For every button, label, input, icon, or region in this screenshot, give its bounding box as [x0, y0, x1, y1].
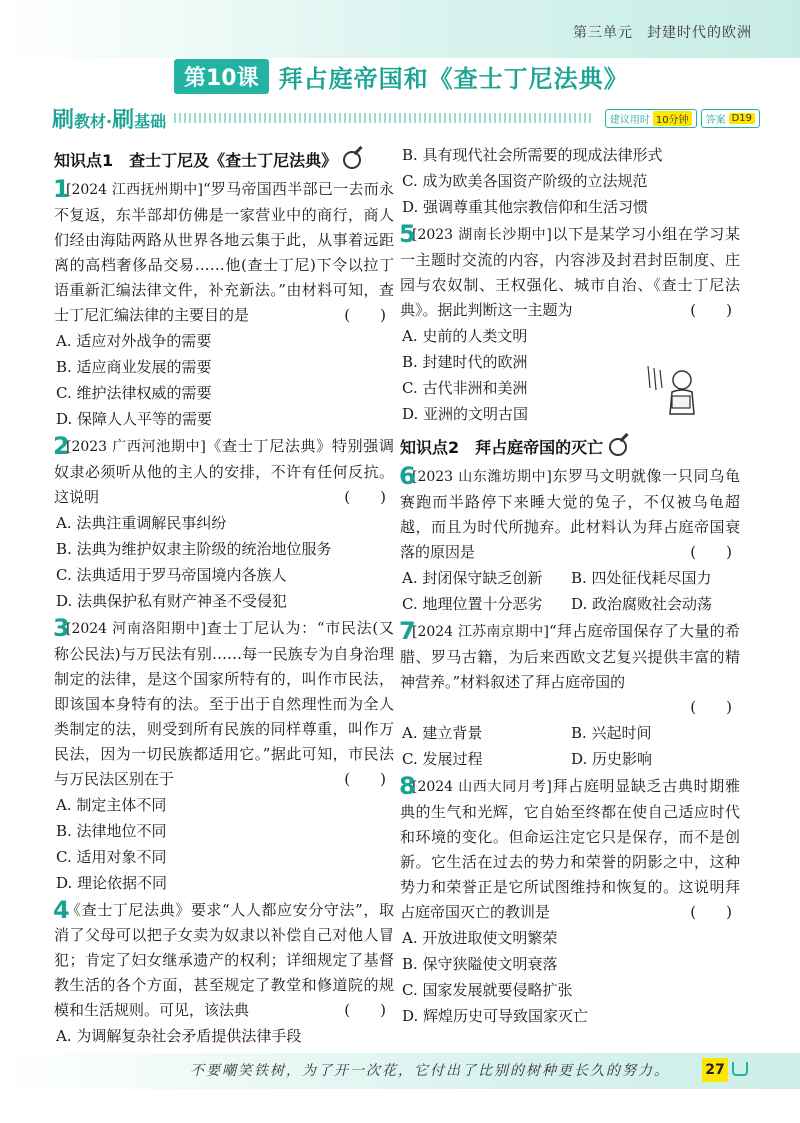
page-number: 27	[702, 1058, 728, 1082]
question-number: 5	[399, 220, 416, 248]
question-8: 8 [2024 山西大同月考]拜占庭明显缺乏古典时期雅典的生气和光辉，它自始至终都在使自己适应时代和环境的变化。但命运注定它只是保存，而不是创新。它生活在过去的势力和荣誉的阴影之中，这种势力和荣誉正是它所试图维持和恢复的。这说明拜占庭帝国灭亡的教训是 ( ) A. 开放进取使文明繁荣 B. 保守狭隘使文明衰落 C. 国家发展就要侵略扩张 D. 辉煌历史可导致国家灭亡	[400, 774, 740, 1029]
unit-number: 第三单元	[573, 25, 633, 41]
question-3: 3 [2024 河南洛阳期中]查士丁尼认为：“市民法(又称公民法)与万民法有别……每一民族专为自身治理制定的法律，是这个国家所特有的，叫作市民法，即该国本身特有的法。至于出于自然理性而为全人类制定的法，则受到所有民族的同样尊重，叫作万民法，因为一切民族都适用它。”据此可知，市民法与万民法区别在于 ( ) A. 制定主体不同 B. 法律地位不同 C. 适用对象不同 D. 理论依据不同	[54, 616, 394, 896]
answer-tag: 答案 D19	[701, 109, 760, 128]
knowledge-point-2: 知识点2 拜占庭帝国的灭亡	[400, 435, 740, 458]
knowledge-point-1: 知识点1 查士丁尼及《查士丁尼法典》	[54, 148, 394, 171]
option-a[interactable]: A. 开放进取使文明繁荣	[402, 929, 558, 947]
option-b[interactable]: B. 保守狭隘使文明衰落	[402, 955, 558, 973]
question-number: 2	[53, 432, 70, 460]
dashed-divider	[174, 113, 593, 123]
option-d[interactable]: D. 强调尊重其他宗教信仰和生活习惯	[402, 198, 649, 216]
question-5: 5 [2023 湖南长沙期中]以下是某学习小组在学习某一主题时交流的内容，内容涉及封君封臣制度、庄园与农奴制、王权强化、城市自治、《查士丁尼法典》。据此判断这一主题为 ( ) A. 史前的人类文明 B. 封建时代的欧洲 C. 古代非洲和美洲 D. 亚洲的文明古国	[400, 222, 740, 427]
option-d[interactable]: D. 政治腐败社会动荡	[571, 595, 713, 613]
lesson-name: 拜占庭帝国和《查士丁尼法典》	[278, 64, 629, 93]
footer-motto: 不要嘲笑铁树，为了开一次花，它付出了比别的树种更长久的努力。	[190, 1063, 670, 1079]
pen-icon	[343, 151, 361, 169]
option-a[interactable]: A. 建立背景	[402, 724, 483, 742]
left-column	[54, 140, 394, 1051]
option-d[interactable]: D. 法典保护私有财产神圣不受侵犯	[56, 592, 288, 610]
reading-doodle-icon	[642, 358, 704, 420]
option-b[interactable]: B. 法典为维护奴隶主阶级的统治地位服务	[56, 540, 332, 558]
option-a[interactable]: A. 制定主体不同	[56, 796, 167, 814]
question-7: 7 [2024 江苏南京期中]“拜占庭帝国保存了大量的希腊、罗马古籍，为后来西欧文艺复兴提供丰富的精神营养。”材料叙述了拜占庭帝国的 ( ) A. 建立背景 B. 兴起时间 C. 发展过程 D. 历史影响	[400, 619, 740, 772]
question-2: 2 [2023 广西河池期中]《查士丁尼法典》特别强调奴隶必须听从他的主人的安排，不许有任何反抗。这说明 ( ) A. 法典注重调解民事纠纷 B. 法典为维护奴隶主阶级的统治地位服务 C. 法典适用于罗马帝国境内各族人 D. 法典保护私有财产神圣不受侵犯	[54, 434, 394, 614]
option-a[interactable]: A. 为调解复杂社会矛盾提供法律手段	[56, 1027, 302, 1045]
basket-icon	[732, 1062, 748, 1076]
unit-topic: 封建时代的欧洲	[647, 25, 752, 41]
option-c[interactable]: C. 国家发展就要侵略扩张	[402, 981, 573, 999]
option-c[interactable]: C. 维护法律权威的需要	[56, 384, 212, 402]
option-c[interactable]: C. 成为欧美各国资产阶级的立法规范	[402, 172, 648, 190]
option-d[interactable]: D. 历史影响	[571, 750, 653, 768]
option-d[interactable]: D. 保障人人平等的需要	[56, 410, 213, 428]
right-column	[400, 142, 740, 1031]
question-4-continued	[400, 142, 740, 220]
option-b[interactable]: B. 四处征伐耗尽国力	[571, 569, 712, 587]
lesson-badge: 第10课	[174, 59, 269, 94]
option-b[interactable]: B. 具有现代社会所需要的现成法律形式	[402, 146, 663, 164]
question-4: 4 《查士丁尼法典》要求“人人都应安分守法”，取消了父母可以把子女卖为奴隶以补偿自己对他人冒犯；肯定了妇女继承遗产的权利；详细规定了基督教生活的各个方面，甚至规定了教堂和修道院的规模和生活规则。可见，该法典 ( ) A. 为调解复杂社会矛盾提供法律手段	[54, 898, 394, 1049]
option-b[interactable]: B. 兴起时间	[571, 724, 652, 742]
option-a[interactable]: A. 适应对外战争的需要	[56, 332, 212, 350]
option-c[interactable]: C. 古代非洲和美洲	[402, 379, 528, 397]
option-d[interactable]: D. 亚洲的文明古国	[402, 405, 529, 423]
time-tag: 建议用时 10分钟	[605, 109, 697, 128]
question-1: 1 [2024 江西抚州期中]“罗马帝国西半部已一去而永不复返，东半部却仿佛是一家营业中的商行，商人们经由海陆两路从世界各地云集于此，从事着远距离的高档奢侈品交易……他(查士丁尼)下令以拉丁语重新汇编法律文件，补充新法。”由材料可知，查士丁尼汇编法律的主要目的是 ( ) A. 适应对外战争的需要 B. 适应商业发展的需要 C. 维护法律权威的需要 D. 保障人人平等的需要	[54, 177, 394, 432]
option-c[interactable]: C. 地理位置十分恶劣	[402, 595, 543, 613]
option-c[interactable]: C. 发展过程	[402, 750, 483, 768]
question-number: 6	[399, 462, 416, 490]
option-b[interactable]: B. 封建时代的欧洲	[402, 353, 528, 371]
pen-icon	[609, 438, 627, 456]
unit-label	[573, 22, 752, 42]
question-number: 4	[53, 896, 70, 924]
option-d[interactable]: D. 理论依据不同	[56, 874, 168, 892]
question-number: 3	[53, 614, 70, 642]
option-b[interactable]: B. 法律地位不同	[56, 822, 167, 840]
option-a[interactable]: A. 法典注重调解民事纠纷	[56, 514, 227, 532]
option-b[interactable]: B. 适应商业发展的需要	[56, 358, 212, 376]
option-d[interactable]: D. 辉煌历史可导致国家灭亡	[402, 1007, 589, 1025]
question-number: 7	[399, 617, 416, 645]
option-a[interactable]: A. 史前的人类文明	[402, 327, 528, 345]
section-banner	[52, 104, 760, 132]
question-number: 8	[399, 772, 416, 800]
question-6: 6 [2023 山东潍坊期中]东罗马文明就像一只同乌龟赛跑而半路停下来睡大觉的兔子，不仅被乌龟超越，而且为时代所抛弃。此材料认为拜占庭帝国衰落的原因是 ( ) A. 封闭保守缺乏创新 B. 四处征伐耗尽国力 C. 地理位置十分恶劣 D. 政治腐败社会动荡	[400, 464, 740, 617]
question-number: 1	[53, 175, 70, 203]
option-c[interactable]: C. 法典适用于罗马帝国境内各族人	[56, 566, 287, 584]
option-c[interactable]: C. 适用对象不同	[56, 848, 167, 866]
section-title: 刷教材·刷基础	[52, 107, 167, 133]
option-a[interactable]: A. 封闭保守缺乏创新	[402, 569, 543, 587]
lesson-title	[174, 58, 629, 94]
